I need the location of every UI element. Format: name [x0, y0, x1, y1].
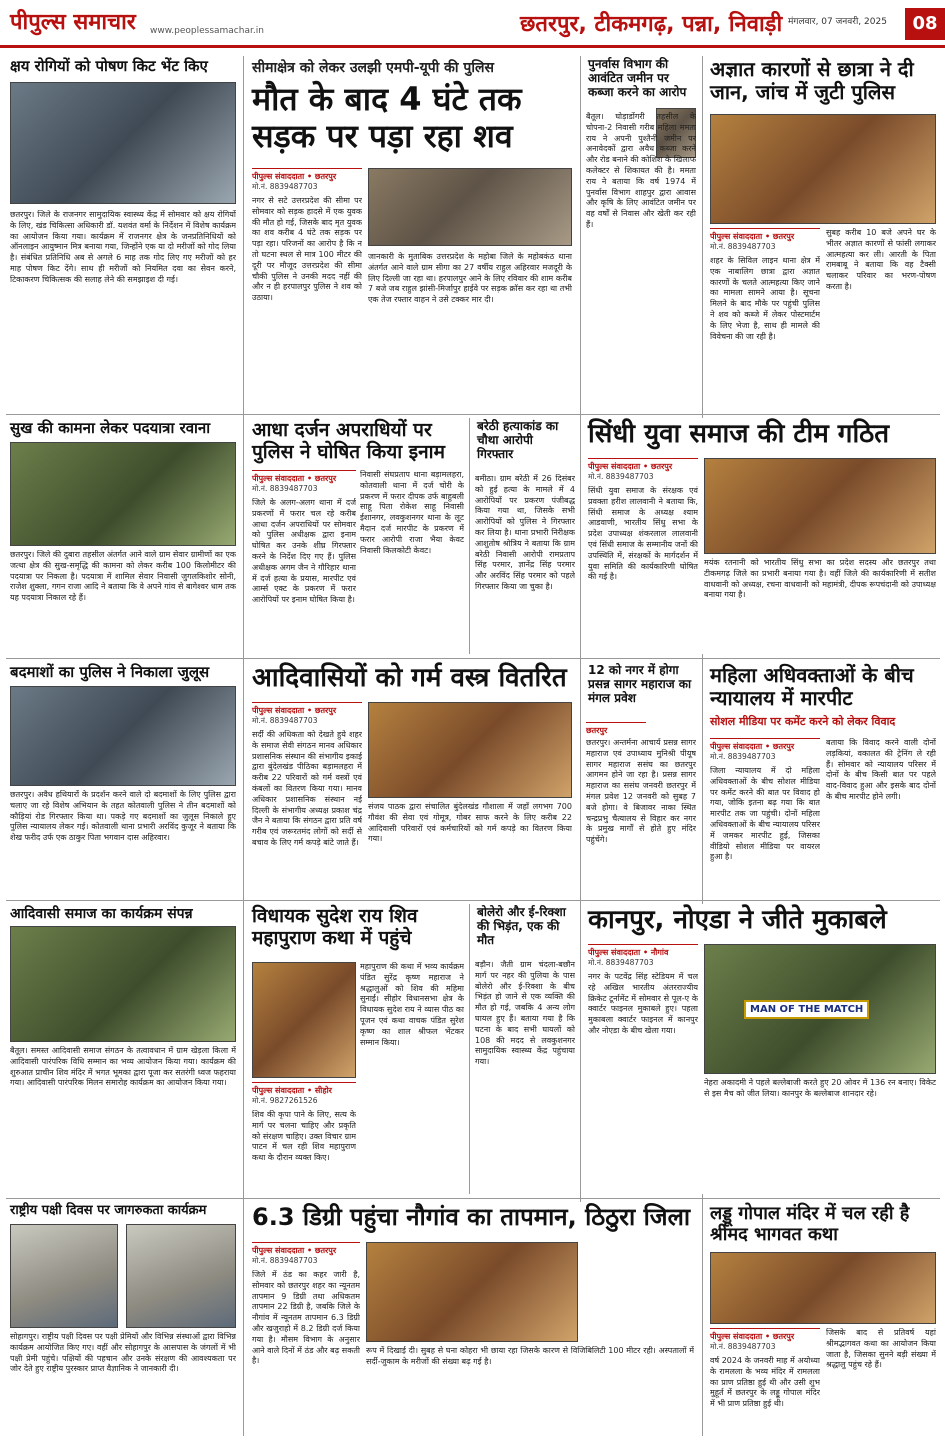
story-pakshi[interactable] — [6, 1202, 240, 1438]
story-baretho[interactable] — [473, 418, 577, 654]
story-photo — [368, 168, 572, 246]
story-adivasi-samaj[interactable] — [6, 904, 240, 1194]
story-body-continued: शिव की कृपा पाने के लिए, सत्य के मार्ग पर चलना चाहिए और प्रकृति को संरक्षण चाहिए। उक्त विचार ग्राम पाटन में चल रही शिव महापुराण कथा के दौरान व्यक्त किए। — [252, 1110, 356, 1163]
story-byline — [710, 738, 820, 762]
story-vidhayak[interactable] — [248, 904, 466, 1194]
story-laddu[interactable] — [706, 1202, 940, 1438]
story-body: बैतूल। समस्त आदिवासी समाज संगठन के तत्वावधान में ग्राम खेड़ला किला में आदिवासी पारंपरिक विधि सम्मान का भव्य आयोजन किया गया। कार्यक्रम की शुरुआत प्राचीन शिव मंदिर में भगत भूमका द्वारा पूजा कर सतरंगी ध्वज फहराया गया। आदिवासी पारंपरिक मिलन समारोह कार्यक्रम का आयोजन किया गया। — [10, 1046, 236, 1088]
row-divider — [6, 414, 940, 415]
story-body: जिले में ठंड का कहर जारी है, सोमवार को छतरपुर शहर का न्यूनतम तापमान 9 डिग्री तथा अधिकतम तापमान 22 डिग्री है, जबकि जिले के नौगांव में न्यूनतम तापमान 6.3 डिग्री और खजुराहो में 8.2 डिग्री दर्ज किया गया है। मौसम विभाग के अनुसार आने वाले दिनों में ठंड और बढ़ सकती है। — [252, 1270, 360, 1366]
byline-mobile: मो.नं. 8839487703 — [252, 182, 318, 191]
column-divider — [243, 56, 244, 1436]
story-bolero[interactable] — [473, 904, 577, 1194]
story-body: बड़ौन। जैती ग्राम चंदला-बछौन मार्ग पर नहर की पुलिया के पास बोलेरो और ई-रिक्शा के बीच भिड़ंत हो जाने से एक व्यक्ति की मौत हो गई, जबकि 4 अन्य लोग घायल हुए हैं। बताया गया है कि घटना के बाद सभी घायलों को 108 की मदद से लवकुशनगर सामुदायिक स्वास्थ्य केंद्र पहुंचाया गया। — [475, 960, 575, 1067]
story-body: वर्ष 2024 के जनवरी माह में अयोध्या के रामलला के भव्य मंदिर में रामलला का प्राण प्रतिष्ठा हुई थी और उसी शुभ मुहूर्त में छतरपुर के लड्डू गोपाल मंदिर में भी प्राण प्रतिष्ठा हुई थी। — [710, 1356, 820, 1409]
story-photo — [10, 442, 236, 546]
story-headline[interactable]: लड्डू गोपाल मंदिर में चल रही है श्रीमद भागवत कथा — [710, 1203, 910, 1245]
bird-photo-right — [126, 1224, 236, 1328]
story-byline — [710, 228, 820, 252]
story-headline[interactable]: 6.3 डिग्री पहुंचा नौगांव का तापमान, ठिठुरा जिला — [252, 1203, 691, 1231]
story-body: छतरपुर। जिले की दुबारा तहसील अंतर्गत आने वाले ग्राम सेवार ग्रामीणों का एक जत्था क्षेत्र की सुख-समृद्धि की कामना को लेकर करीब 100 किलोमीटर की पदयात्रा पर निकला है। पदयात्रा में शामिल सेवार निवासी जुगलकिशोर सोनी, राजेश शुक्ला, गगन राजा आदि ने बताया कि वे अपने गांव से बागेश्वर धाम तक यह पदयात्रा निकाल रहे हैं। — [10, 550, 236, 603]
story-photo — [10, 82, 236, 204]
story-kshay[interactable] — [6, 56, 240, 410]
story-byline — [252, 702, 362, 726]
story-headline[interactable]: राष्ट्रीय पक्षी दिवस पर जागरुकता कार्यक्रम — [10, 1203, 207, 1218]
story-body: शहर के सिविल लाइन थाना क्षेत्र में एक नाबालिग छात्रा द्वारा अज्ञात कारणों के चलते आत्महत्या किए जाने का मामला सामने आया है। सूचना मिलने के बाद मौके पर पहुंची पुलिस ने शव को कब्जे में लेकर पोस्टमार्टम के लिए भेजा है, साथ ही मामले की विवेचना की जा रही है। — [710, 256, 820, 341]
story-agyat[interactable] — [706, 56, 940, 410]
story-body-continued: नेहरा अकादमी ने पहले बल्लेबाजी करते हुए 20 ओवर में 136 रन बनाए। विकेट से इस मैच को जीत लिया। कानपुर के बल्लेबाज शानदार रहे। — [704, 1078, 936, 1098]
byline-mobile: मो.नं. 9827261526 — [252, 1096, 318, 1105]
story-headline[interactable]: महिला अधिवक्ताओं के बीच न्यायालय में मारपीट — [710, 663, 914, 710]
story-body: महापुराण की कथा में भव्य कार्यक्रम पंडित सुरेंद्र कृष्ण महाराज ने श्रद्धालुओं को शिव की महिमा सुनाई। सीहोर विधानसभा क्षेत्र के विधायक सुदेश राय ने व्यास पीठ का पूजन एवं कथा वाचक पंडित सुरेश कृष्ण का शाल श्रीफल भेंटकर सम्मान किया। — [360, 962, 464, 1047]
story-body: सर्दी की अधिकता को देखते हुये शहर के समाज सेवी संगठन मानव अधिकार प्रशासनिक संस्थान की संभागीय इकाई द्वारा बुंदेलखंड पीठिका बड़ामलहरा में करीब 22 परिवारों को गर्म वस्त्रों एवं कंबलों का वितरण किया गया। मानव अधिकार प्रशासनिक संस्थान नई दिल्ली के संभागीय अध्यक्ष प्रकाश चंद्र जैन ने बताया कि संगठन द्वारा प्रति वर्ष गरीब एवं जरूरतमंद लोगों को सर्दी से बचाव के लिए गर्म कपड़े बांटे जाते हैं। — [252, 730, 362, 847]
row-divider — [6, 900, 940, 901]
story-photo — [368, 702, 572, 798]
story-body-continued: सुबह करीब 10 बजे अपने घर के भीतर अज्ञात कारणों से फांसी लगाकर आत्महत्या कर ली। आरती के पिता रामबाबू ने बताया कि वह टैक्सी चलाकर परिवार का भरण-पोषण करता है। — [826, 228, 936, 291]
story-byline — [252, 470, 356, 494]
story-kicker: सोशल मीडिया पर कमेंट करने को लेकर विवाद — [710, 715, 896, 728]
story-byline: छतरपुर — [586, 722, 646, 736]
story-body-continued: रूप में दिखाई दी। सुबह से घना कोहरा भी छाया रहा जिसके कारण से विजिबिलिटी 100 मीटर रही। अस्पतालों में सर्दी-जुकाम के मरीजों की संख्या बढ़ गई है। — [366, 1346, 694, 1366]
story-photo — [10, 926, 236, 1042]
story-headline[interactable]: कानपुर, नोएडा ने जीते मुकाबले — [588, 905, 887, 935]
story-byline — [252, 1242, 360, 1266]
masthead — [0, 0, 945, 48]
newspaper-logo[interactable]: पीपुल्स समाचार — [10, 10, 136, 35]
byline-text: पीपुल्स संवाददाता • छतरपुर — [252, 172, 337, 181]
story-photo — [710, 114, 936, 224]
story-body: जिला न्यायालय में दो महिला अधिवक्ताओं के बीच सोशल मीडिया पर कमेंट करने की बात पर विवाद हो गया, जोकि इतना बढ़ गया कि बात मारपीट तक जा पहुंची। दोनों महिला अधिवक्ताओं के बीच न्यायालय परिसर में जमकर मारपीट हुई, जिसका वीडियो सोशल मीडिया पर वायरल हुआ है। — [710, 766, 820, 862]
story-prasanna[interactable] — [584, 662, 698, 896]
story-tapman[interactable] — [248, 1202, 698, 1438]
story-body-continued: संजय पाठक द्वारा संचालित बुंदेलखंड गौशाला में जहाँ लगभग 700 गौवंश की सेवा एवं गोमूत्र, गोबर साफ करने के लिए करीब 22 आदिवासी परिवारों एवं कर्मचारियों को गर्म कपड़े का वितरण किया गया। — [368, 802, 572, 844]
byline-text: पीपुल्स संवाददाता • छतरपुर — [252, 1246, 337, 1255]
man-of-the-match-banner: MAN OF THE MATCH — [744, 1000, 869, 1019]
story-body: नगर के पटवेंद्र सिंह स्टेडियम में चल रहे अखिल भारतीय अंतरराज्यीय क्रिकेट टूर्नामेंट में सोमवार से पूल-ए के क्वार्टर फाइनल मुकाबले हुए। पहला मुकाबला क्वार्टर फाइनल में कानपुर और नोएडा के बीच खेला गया। — [588, 972, 698, 1035]
story-body: छतरपुर। जिले के राजनगर सामुदायिक स्वास्थ्य केंद्र में सोमवार को क्षय रोगियों के लिए, खंड चिकित्सा अधिकारी डॉ. यशवंत वर्मा के निर्देशन में विशेष कार्यक्रम का आयोजन किया गया। कार्यक्रम में राजनगर क्षेत्र के जनप्रतिनिधियों को ऑनलाइन आयुष्मान मित्र बनाया गया, जिन्होंने एक या दो मरीजों को गोद लिया है। संबंधित प्रतिनिधि अब से अगले 6 माह तक गोद लिए गए मरीजों को हर माह पोषण किट देंगे। साथ ही मरीजों को नियमित दवा का सेवन करने, टिकाकरण चिकित्सक की सलाह लेने की समझाइश दी गई। — [10, 210, 236, 284]
story-byline — [588, 458, 698, 482]
byline-text: पीपुल्स संवाददाता • सीहोर — [252, 1086, 332, 1095]
story-body: सोहागपुर। राष्ट्रीय पक्षी दिवस पर पक्षी प्रेमियों और विभिन्न संस्थाओं द्वारा विभिन्न कार्यक्रम आयोजित किए गए। वहीं और सोहागपुर के आसपास के जंगलों में भी पक्षी प्रेमी पहुंचे। पक्षियों की पहचान और उनके संरक्षण की आवश्यकता पर जोर देते हुए राष्ट्रीय पुरस्कार प्राप्त वैज्ञानिक ने जानकारी दी। — [10, 1332, 236, 1374]
story-byline — [252, 168, 362, 192]
story-headline[interactable]: आदिवासी समाज का कार्यक्रम संपन्न — [10, 906, 193, 922]
story-headline[interactable]: पुनर्वास विभाग की आवंटित जमीन पर कब्जा करने का आरोप — [588, 57, 687, 99]
story-headline[interactable]: 12 को नगर में होगा प्रसन्न सागर महाराज का मंगल प्रवेश — [588, 663, 692, 705]
story-photo — [366, 1242, 578, 1342]
story-sindhi[interactable] — [584, 418, 940, 654]
byline-text: पीपुल्स संवाददाता • छतरपुर — [710, 1332, 795, 1341]
story-photo — [252, 962, 356, 1078]
row-divider — [6, 1198, 940, 1199]
story-byline — [252, 1082, 356, 1106]
story-headline[interactable]: आधा दर्जन अपराधियों पर पुलिस ने घोषित किया इनाम — [252, 419, 445, 463]
page-number: 08 — [905, 8, 945, 40]
story-headline[interactable]: विधायक सुदेश राय शिव महापुराण कथा में पहुंचे — [252, 905, 418, 949]
story-byline — [710, 1328, 820, 1352]
story-headline[interactable]: मौत के बाद 4 घंटे तक सड़क पर पड़ा रहा शव — [252, 80, 522, 155]
story-headline[interactable]: बदमाशों का पुलिस ने निकाला जुलूस — [10, 663, 210, 681]
story-aparadhi[interactable] — [248, 418, 466, 654]
byline-mobile: मो.नं. 8839487703 — [710, 1342, 776, 1351]
byline-mobile: मो.नं. 8839487703 — [588, 958, 654, 967]
website-url[interactable]: www.peoplessamachar.in — [150, 26, 264, 36]
column-divider — [469, 904, 470, 1194]
story-body: छतरपुर। अवैध हथियारों के प्रदर्शन करने वाले दो बदमाशों के लिए पुलिस द्वारा चलाए जा रहे विशेष अभियान के तहत कोतवाली पुलिस ने तीन बदमाशों को कौड़ियां रोड गिरफ्तार किया था। पकड़े गए बदमाशों का जुलूस निकाले हुए पुलिस न्यायालय लेकर गई। कोतवाली थाना प्रभारी अरविंद कुजूर ने बताया कि शेख फरीद उर्फ एक ठाकुर पिता भगवान दास अहिरवार। — [10, 790, 236, 843]
row-divider — [6, 658, 940, 659]
byline-text: पीपुल्स संवाददाता • छतरपुर — [710, 742, 795, 751]
byline-text: पीपुल्स संवाददाता • छतरपुर — [252, 474, 337, 483]
story-headline[interactable]: अज्ञात कारणों से छात्रा ने दी जान, जांच में जुटी पुलिस — [710, 57, 914, 104]
story-headline[interactable]: आदिवासियों को गर्म वस्त्र वितरित — [252, 663, 567, 693]
story-body: नगर से सटे उत्तरप्रदेश की सीमा पर सोमवार को सड़क हादसे में एक युवक की मौत हो गई, जिसके बाद मृत युवक का शव करीब 4 घंटे तक सड़क पर पड़ा रहा। परिजनों का आरोप है कि न तो घटना स्थल से मात्र 100 मीटर की दूरी पर मौजूद उत्तरप्रदेश की सीमा चौकी पुलिस ने उनकी मदद नहीं की और न ही हरपालपुर पुलिस ने शव को उठाया। — [252, 196, 362, 303]
story-body: छतरपुर। अन्तर्मना आचार्य प्रसन्न सागर महाराज एवं उपाध्याय मुनिश्री पीयूष सागर महाराज ससंघ का छतरपुर आगमन होने जा रहा है। प्रसन्न सागर महाराज का ससंघ जनवरी छतरपुर में मंगल प्रवेश 12 जनवरी को सुबह 7 बजे होगा। वे बिजावर नाका स्थित चन्द्रप्रभु चैत्यालय से विहार कर नगर के प्रमुख मार्गों से होते हुए मंदिर पहुंचेंगे। — [586, 738, 696, 845]
byline-text: पीपुल्स संवाददाता • छतरपुर — [710, 232, 795, 241]
story-body: जिले के अलग-अलग थाना में दर्ज प्रकरणों में फरार चल रहे करीब आधा दर्जन अपराधियों पर सोमवार को पुलिस अधीक्षक द्वारा इनाम घोषित कर उनके शीघ्र गिरफ्तार करने के निर्देश दिए गए हैं। पुलिस अधीक्षक अगम जैन ने गौरिहार थाना में दर्ज हत्या के प्रयास, मारपीट एवं आर्म्स एक्ट के प्रकरण में फरार आरोपियों पर इनाम घोषित किया है। — [252, 498, 356, 605]
column-divider — [469, 418, 470, 654]
bird-photo-left — [10, 1224, 118, 1328]
story-mahila[interactable] — [706, 662, 940, 896]
story-punarvas[interactable] — [584, 56, 698, 410]
byline-mobile: मो.नं. 8839487703 — [252, 1256, 318, 1265]
region-title: छतरपुर, टीकमगढ़, पन्ना, निवाड़ी — [520, 12, 783, 37]
story-body-continued: जिसके बाद से प्रतिवर्ष यहां श्रीमद्भागवत कथा का आयोजन किया जाता है, जिसका सुनने बड़ी संख्या में श्रद्धालु पहुंच रहे हैं। — [826, 1328, 936, 1370]
story-headline[interactable]: सिंधी युवा समाज की टीम गठित — [588, 419, 890, 449]
story-adivasi[interactable] — [248, 662, 576, 896]
story-headline[interactable]: सुख की कामना लेकर पदयात्रा रवाना — [10, 419, 211, 437]
story-body-continued: जानकारी के मुताबिक उत्तरप्रदेश के महोबा जिले के महोबकंठ थाना अंतर्गत आने वाले ग्राम सीगा का 27 वर्षीय राहुल अहिरवार मजदूरी के लिए दिल्ली जा रहा था। हरपालपुर आने के लिए रविवार की शाम करीब 7 बजे जब राहुल झांसी-मिर्जापुर हाईवे पर सड़क क्रॉस कर रहा था तभी एक तेज रफ्तार वाहन ने उसे टक्कर मार दी। — [368, 252, 572, 305]
story-photo — [710, 1252, 936, 1324]
story-body-continued: बताया कि विवाद करने वाली दोनों लड़कियां, वकालत की ट्रेनिंग ले रही हैं। सोमवार को न्यायालय परिसर में दोनों के बीच किसी बात पर पहले वाद-विवाद हुआ और इसके बाद दोनों के बीच मारपीट होने लगी। — [826, 738, 936, 801]
story-badmash[interactable] — [6, 662, 240, 896]
story-body: बमीठा। ग्राम बरेठी में 26 दिसंबर को हुई हत्या के मामले में 4 आरोपियों पर प्रकरण पंजीबद्ध किया गया था, जिसके सभी आरोपियों को पुलिस ने गिरफ्तार कर लिया है। थाना प्रभारी निरीक्षक आशुतोष श्रोत्रिय ने बताया कि ग्राम बरेठी निवासी आरोपी रामप्रताप सिंह परमार, ज्ञानेंद्र सिंह परमार और अरविंद सिंह परमार को पहले गिरफ्तार किया जा चुका है। — [475, 474, 575, 591]
story-body-continued: मयंक रतनानी को भारतीय सिंधु सभा का प्रदेश सदस्य और छतरपुर तथा टीकमगढ़ जिले का प्रभारी बनाया गया है। वहीं जिले की कार्यकारिणी में सतीश वाधवानी को अध्यक्ष, रचना वाधवानी को महामंत्री, दीपक रूपचंदानी को उपाध्यक्ष बनाया गया है। — [704, 558, 936, 600]
byline-mobile: मो.नं. 8839487703 — [710, 242, 776, 251]
byline-text: पीपुल्स संवाददाता • छतरपुर — [588, 462, 673, 471]
byline-text: पीपुल्स संवाददाता • छतरपुर — [252, 706, 337, 715]
byline-mobile: मो.नं. 8839487703 — [252, 484, 318, 493]
story-body-continued: निवासी संघप्रताप थाना बड़ामलहरा, कोतवाली थाना में दर्ज चोरी के प्रकरण में फरार दीपक उर्फ बाहुबली साहू पिता रोकेश साहू निवासी ईशानगर, लवकुशनगर थाना के लूट मैदान दर्ज मारपीट के प्रकरण में फरार आरोपी राजा भैया केवट निवासी किलकोटी केवट। — [360, 470, 464, 555]
story-photo — [10, 686, 236, 786]
story-kanpur[interactable] — [584, 904, 940, 1194]
byline-mobile: मो.नं. 8839487703 — [588, 472, 654, 481]
issue-date: मंगलवार, 07 जनवरी, 2025 — [788, 17, 887, 27]
story-body: सिंधी युवा समाज के संरक्षक एवं प्रवक्ता हरीश लालवानी ने बताया कि, सिंधी समाज के अध्यक्ष श्याम आडवाणी, भारतीय सिंधु सभा के प्रदेश उपाध्यक्ष शंकरलाल लालवानी एवं सिंधी समाज के सम्मानीय जनों की उपस्थिति में, संरक्षकों के मार्गदर्शन में युवा समिति की कार्यकारिणी घोषित की गई है। — [588, 486, 698, 582]
byline-mobile: मो.नं. 8839487703 — [252, 716, 318, 725]
story-headline[interactable]: बरेठी हत्याकांड का चौथा आरोपी गिरफ्तार — [477, 419, 559, 461]
story-headline[interactable]: बोलेरो और ई-रिक्शा की भिड़ंत, एक की मौत — [477, 905, 566, 947]
story-seema[interactable] — [248, 56, 576, 410]
column-divider — [702, 56, 703, 1436]
byline-text: पीपुल्स संवाददाता • नौगांव — [588, 948, 669, 957]
story-byline — [588, 944, 698, 968]
story-kicker: सीमाक्षेत्र को लेकर उलझी एमपी-यूपी की पुलिस — [252, 60, 494, 76]
byline-mobile: मो.नं. 8839487703 — [710, 752, 776, 761]
story-headline[interactable]: क्षय रोगियों को पोषण किट भेंट किए — [10, 57, 208, 75]
story-photo — [704, 458, 936, 554]
story-body: बैतूल। घोड़ाडोंगरी तहसील के चोपना-2 निवासी गरीब महिला ममता राय ने अपनी पुश्तैनी जमीन पर अनावेदकों द्वारा अवैध कब्जा करने और रोड बनाने की कोशिश के खिलाफ कलेक्टर से शिकायत की है। ममता राय ने बताया कि वर्ष 1974 में पुनर्वास विभाग शाहपुर द्वारा आवास और कृषि के लिए आवंटित जमीन पर वह वर्षों से निवास और खेती कर रही हैं। — [586, 112, 696, 229]
story-sukh[interactable] — [6, 418, 240, 654]
